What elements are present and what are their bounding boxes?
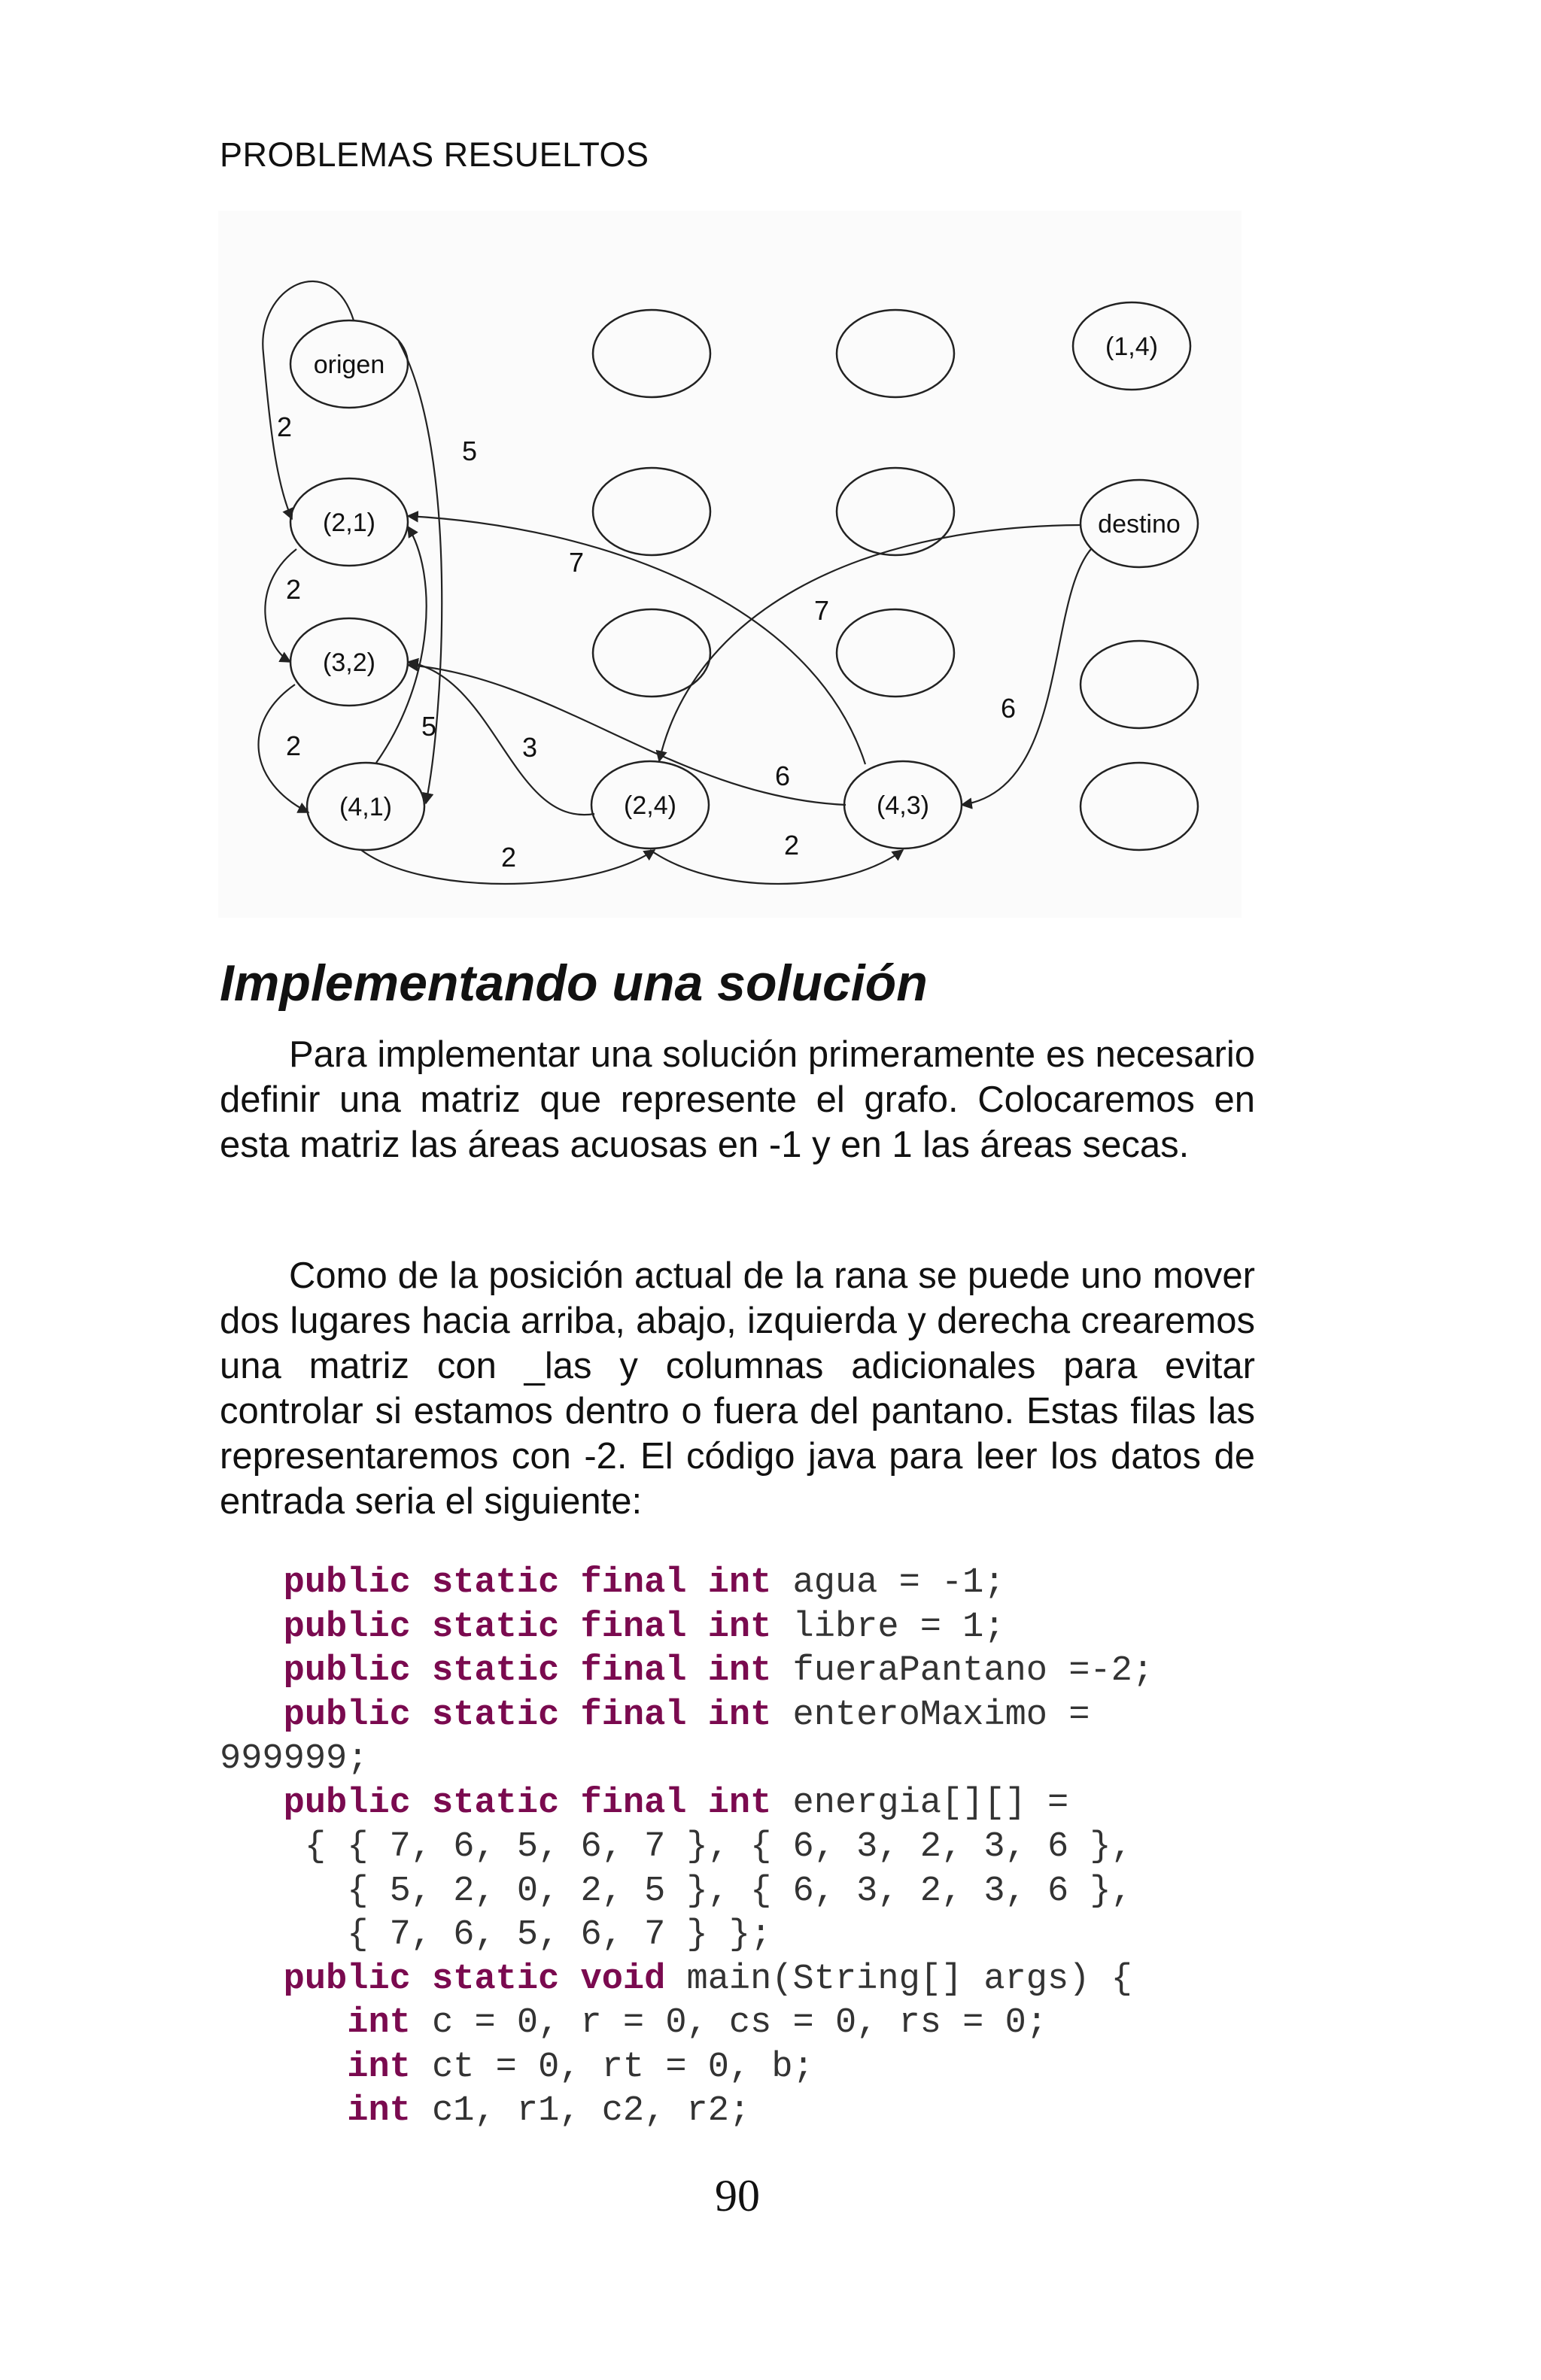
paragraph: Para implementar una solución primeramente es necesario definir una matriz que represente el grafo. Colocaremos en esta matriz las áreas acuosas en -1 y en 1 las áreas secas. <box>220 1034 1255 1165</box>
code-keyword: public static final int <box>283 1695 772 1735</box>
page-number: 90 <box>715 2171 760 2221</box>
label-4-3: (4,3) <box>877 791 929 820</box>
code-text: agua = -1; <box>771 1563 1005 1603</box>
edge-weight: 2 <box>286 574 302 605</box>
edge-weight: 7 <box>814 595 830 626</box>
code-keyword: int <box>347 2091 411 2131</box>
code-text: { { 7, 6, 5, 6, 7 }, { 6, 3, 2, 3, 6 }, <box>304 1827 1132 1867</box>
label-2-4: (2,4) <box>624 791 676 820</box>
code-line <box>220 2002 1153 2046</box>
label-origen: origen <box>313 351 385 379</box>
edge-weight: 6 <box>1001 693 1017 724</box>
code-keyword: int <box>347 2047 411 2087</box>
code-line <box>220 2046 1153 2090</box>
code-line <box>220 1914 1153 1958</box>
code-text: fueraPantano =-2; <box>771 1651 1154 1691</box>
code-text: c1, r1, c2, r2; <box>410 2091 751 2131</box>
code-keyword: public static final int <box>283 1783 772 1823</box>
code-text: libre = 1; <box>771 1607 1005 1647</box>
edge-weight: 2 <box>286 730 302 761</box>
code-line <box>220 1738 1153 1782</box>
code-keyword: public static void <box>283 1959 666 1999</box>
label-2-1: (2,1) <box>323 508 375 537</box>
code-line <box>220 1826 1153 1870</box>
edge-weight: 2 <box>501 842 517 873</box>
code-line <box>220 1782 1153 1826</box>
code-line <box>220 1650 1153 1694</box>
edge-weight: 7 <box>569 547 585 578</box>
code-keyword: public static final int <box>283 1607 772 1647</box>
edge-weight: 5 <box>462 436 478 466</box>
paragraph: Como de la posición actual de la rana se puede uno mover dos lugares hacia arriba, abajo, izquierda y derecha crearemos una matriz con _las y columnas adicionales para evitar controlar si estamos dentro o fuera del pantano. Estas filas las representaremos con -2. El código java para leer los datos de entrada seria el siguiente: <box>220 1255 1255 1522</box>
code-text: main(String[] args) { <box>665 1959 1132 1999</box>
code-line <box>220 2090 1153 2134</box>
code-text: { 5, 2, 0, 2, 5 }, { 6, 3, 2, 3, 6 }, <box>347 1871 1132 1911</box>
running-header: PROBLEMAS RESUELTOS <box>220 135 649 174</box>
code-text: { 7, 6, 5, 6, 7 } }; <box>347 1915 772 1955</box>
code-line <box>220 1870 1153 1914</box>
code-line <box>220 1606 1153 1650</box>
code-text: energia[][] = <box>771 1783 1069 1823</box>
code-text: 999999; <box>220 1739 369 1779</box>
code-keyword: public static final int <box>283 1651 772 1691</box>
edge-weight: 3 <box>522 732 538 763</box>
code-block <box>220 1562 1153 2134</box>
code-keyword: public static final int <box>283 1563 772 1603</box>
label-3-2: (3,2) <box>323 648 375 677</box>
edge-weight: 2 <box>277 411 293 442</box>
label-4-1: (4,1) <box>339 793 392 821</box>
edge-weight: 5 <box>421 711 437 742</box>
code-text: c = 0, r = 0, cs = 0, rs = 0; <box>410 2003 1047 2043</box>
label-1-4: (1,4) <box>1105 332 1158 361</box>
code-line <box>220 1694 1153 1738</box>
code-line <box>220 1562 1153 1606</box>
label-destino: destino <box>1098 510 1181 539</box>
section-title: Implementando una solución <box>220 955 928 1012</box>
edge-weight: 2 <box>784 830 800 861</box>
edge-weight: 6 <box>775 760 791 791</box>
code-keyword: int <box>347 2003 411 2043</box>
graph-diagram <box>218 211 1242 918</box>
code-line <box>220 1958 1153 2002</box>
code-text: enteroMaximo = <box>771 1695 1090 1735</box>
code-text: ct = 0, rt = 0, b; <box>410 2047 814 2087</box>
